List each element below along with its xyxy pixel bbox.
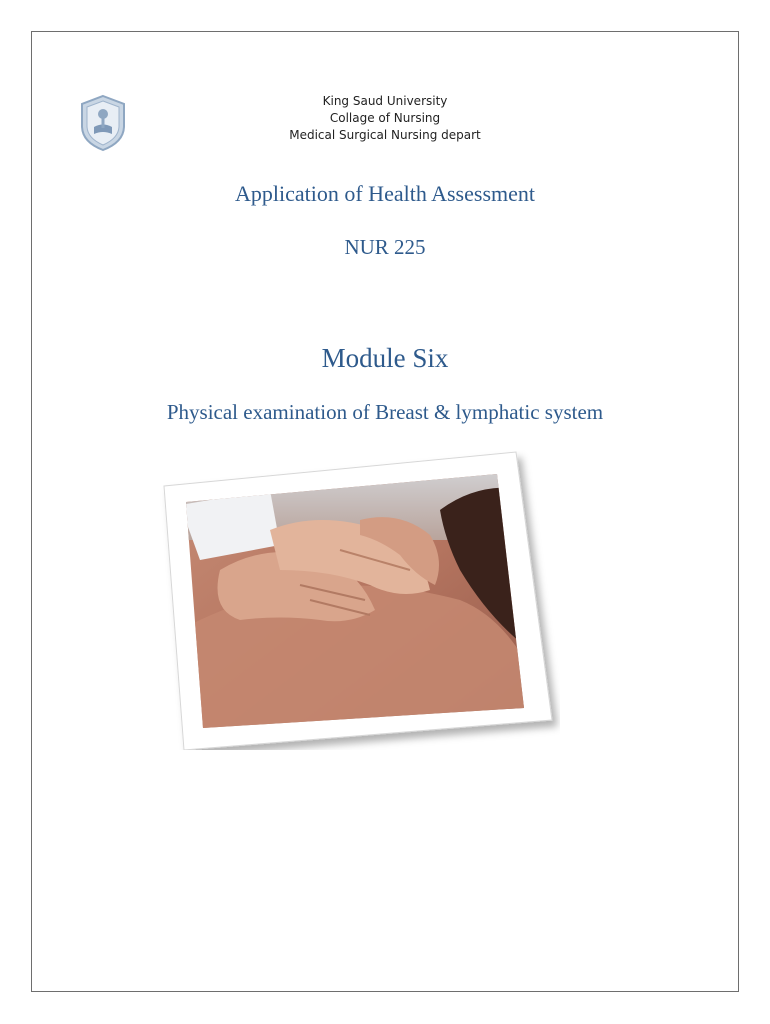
course-code: NUR 225: [344, 235, 426, 259]
university-name: King Saud University: [322, 94, 448, 108]
clinical-examination-photo: [160, 450, 560, 750]
module-title: Module Six: [321, 343, 449, 373]
department-name: Medical Surgical Nursing depart: [289, 128, 481, 142]
institution-header: [0, 93, 770, 144]
college-name: Collage of Nursing: [329, 111, 441, 125]
module-subtitle: Physical examination of Breast & lymphatic system: [166, 400, 604, 424]
course-title: Application of Health Assessment: [234, 181, 535, 206]
